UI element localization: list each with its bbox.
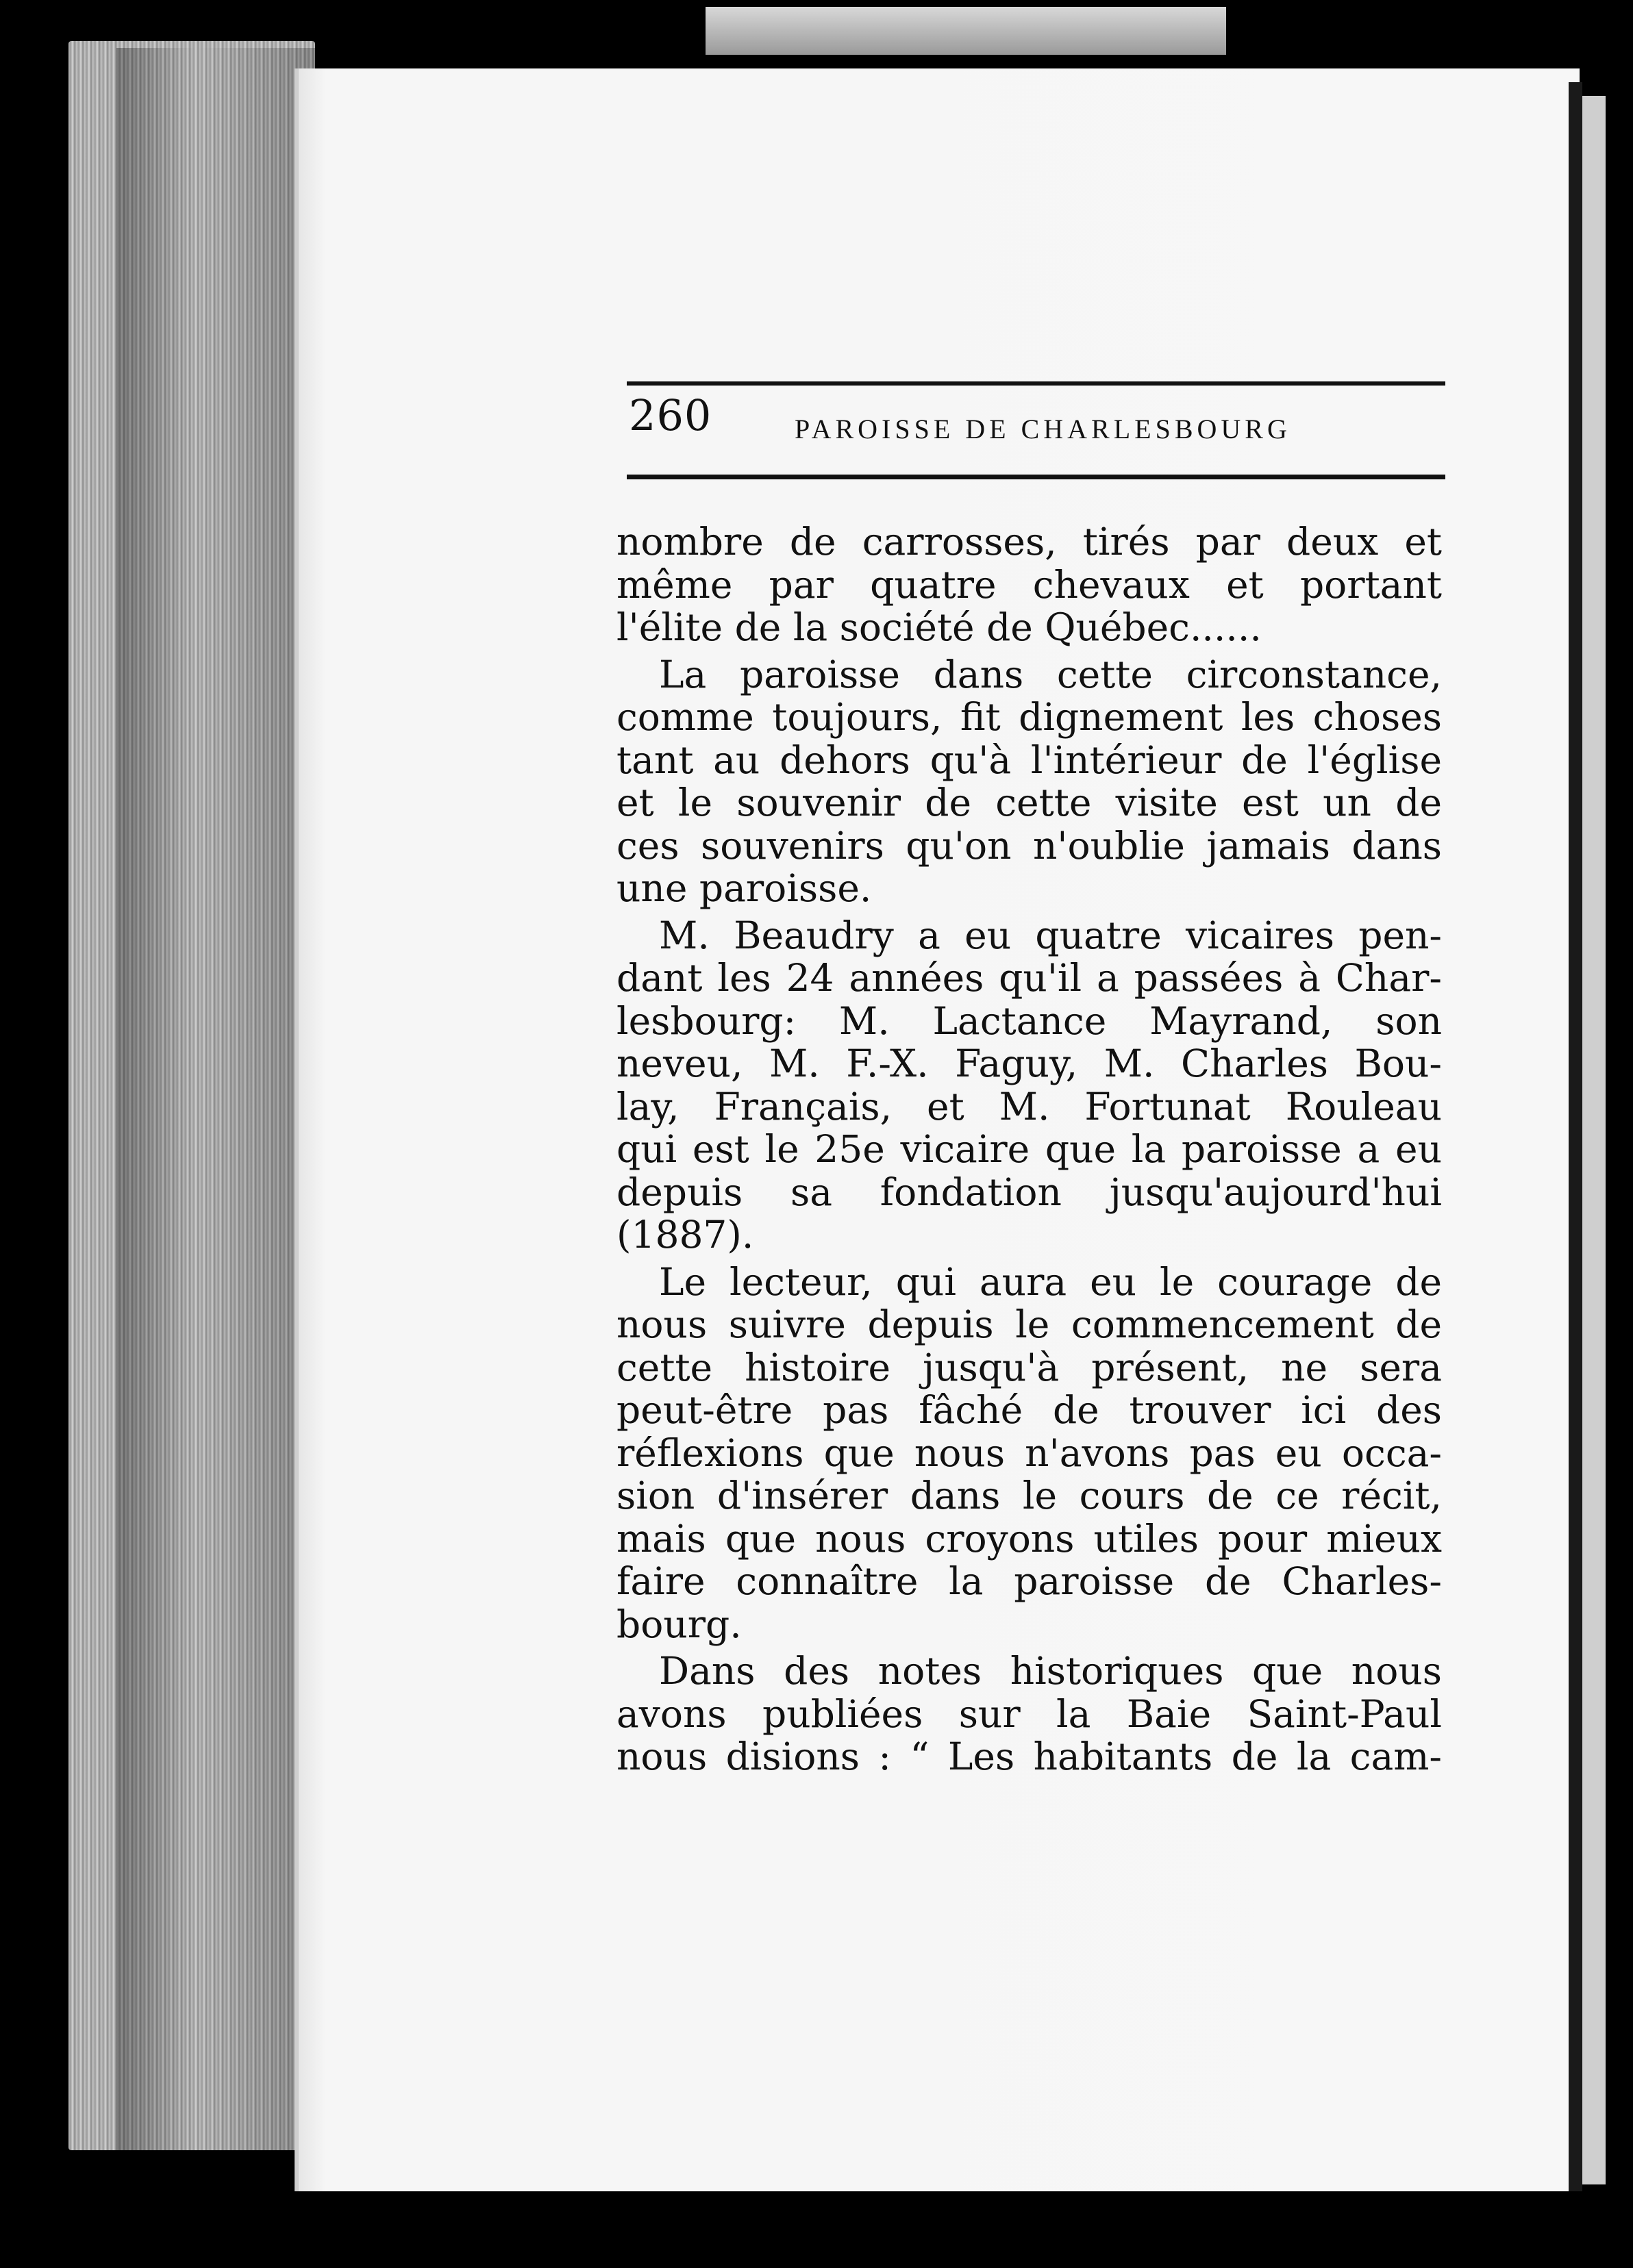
text-line: depuis sa fondation jusqu'aujourd'hui xyxy=(616,1170,1442,1214)
text-line: même par quatre chevaux et portant xyxy=(616,562,1442,607)
next-page-edge xyxy=(1582,96,1606,2184)
body-text xyxy=(616,520,1442,1778)
fore-edge-shadow xyxy=(116,48,315,2150)
text-line: peut-être pas fâché de trouver ici des xyxy=(616,1388,1442,1432)
text-line: mais que nous croyons utiles pour mieux xyxy=(616,1516,1442,1561)
bookmark-tab xyxy=(706,7,1226,55)
text-line: lesbourg: M. Lactance Mayrand, son xyxy=(616,998,1442,1043)
page-number: 260 xyxy=(629,390,712,440)
text-line: réflexions que nous n'avons pas eu occa- xyxy=(616,1431,1442,1475)
text-line: cette histoire jusqu'à présent, ne sera xyxy=(616,1345,1442,1389)
text-line: neveu, M. F.-X. Faguy, M. Charles Bou- xyxy=(616,1042,1442,1085)
text-line: nous suivre depuis le commencement de xyxy=(616,1302,1442,1346)
text-line: Le lecteur, qui aura eu le courage de xyxy=(659,1259,1442,1304)
text-line: faire connaître la paroisse de Charles- xyxy=(616,1559,1442,1603)
running-head: PAROISSE DE CHARLESBOURG xyxy=(795,414,1291,444)
text-line: sion d'insérer dans le cours de ce récit, xyxy=(616,1474,1442,1517)
text-line: et le souvenir de cette visite est un de xyxy=(616,781,1442,824)
text-line: l'élite de la société de Québec...... xyxy=(616,605,1262,649)
text-line: qui est le 25e vicaire que la paroisse a eu xyxy=(616,1127,1442,1171)
text-line: avons publiées sur la Baie Saint-Paul xyxy=(616,1691,1442,1736)
text-line: (1887). xyxy=(616,1213,754,1257)
text-line: lay, Français, et M. Fortunat Rouleau xyxy=(616,1084,1442,1129)
header-rule-top xyxy=(627,381,1445,386)
text-line: bourg. xyxy=(616,1602,742,1646)
text-line: nombre de carrosses, tirés par deux et xyxy=(616,520,1442,564)
text-line: comme toujours, fit dignement les choses xyxy=(616,695,1442,739)
text-line: dant les 24 années qu'il a passées à Char- xyxy=(616,956,1442,1000)
text-line: nous disions : “ Les habitants de la cam- xyxy=(616,1735,1442,1778)
text-line: tant au dehors qu'à l'intérieur de l'église xyxy=(616,738,1442,782)
text-line: La paroisse dans cette circonstance, xyxy=(659,652,1442,696)
gutter-shadow xyxy=(1569,82,1582,2191)
text-line: Dans des notes historiques que nous xyxy=(659,1649,1442,1693)
text-line: une paroisse. xyxy=(616,866,872,910)
text-line: M. Beaudry a eu quatre vicaires pen- xyxy=(659,913,1442,957)
header-rule-bottom xyxy=(627,475,1445,479)
text-line: ces souvenirs qu'on n'oublie jamais dans xyxy=(616,823,1442,868)
